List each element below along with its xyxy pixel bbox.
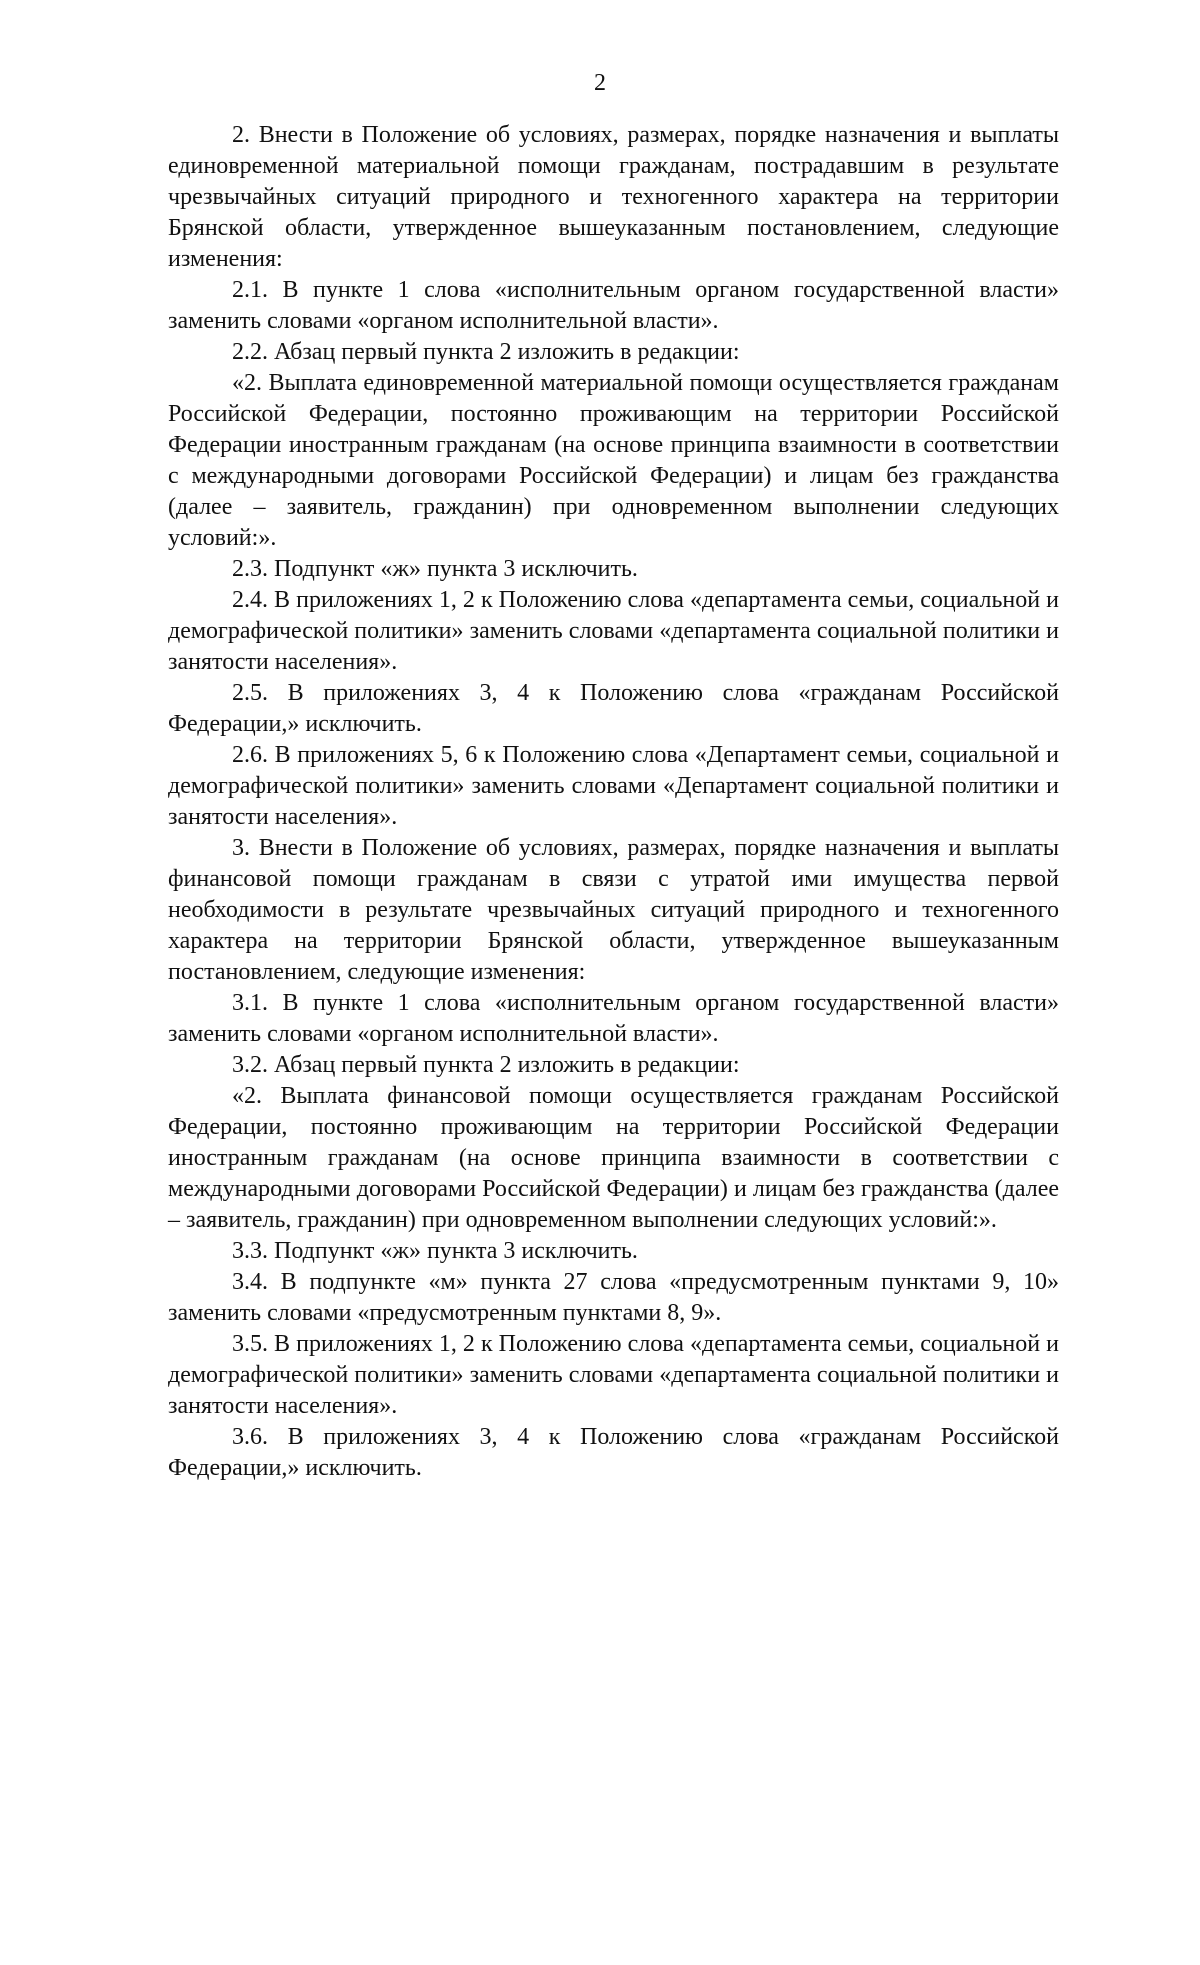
paragraph-3-6: 3.6. В приложениях 3, 4 к Положению слова «гражданам Российской Федерации,» исключить. — [168, 1424, 1059, 1481]
paragraph-3-2: 3.2. Абзац первый пункта 2 изложить в редакции: — [232, 1052, 740, 1078]
paragraph-2-4: 2.4. В приложениях 1, 2 к Положению слова «департамента семьи, социальной и демографической политики» заменить словами «департамента социальной политики и занятости населения». — [168, 587, 1059, 675]
page-number: 2 — [594, 70, 606, 96]
paragraph-2-6: 2.6. В приложениях 5, 6 к Положению слова «Департамент семьи, социальной и демографической политики» заменить словами «Департамент социальной политики и занятости населения». — [168, 742, 1059, 830]
paragraph-2: 2. Внести в Положение об условиях, размерах, порядке назначения и выплаты единовременной материальной помощи гражданам, пострадавшим в результате чрезвычайных ситуаций природного и техногенного характера на территории Брянской области, утвержденное вышеуказанным постановлением, следующие изменения: — [168, 122, 1059, 272]
paragraph-2-3: 2.3. Подпункт «ж» пункта 3 исключить. — [232, 556, 638, 582]
paragraph-3-2-quote: «2. Выплата финансовой помощи осуществляется гражданам Российской Федерации, постоянно проживающим на территории Российской Федерации иностранным гражданам (на основе принципа взаимности в соответствии с международными договорами Российской Федерации) и лицам без гражданства (далее – заявитель, гражданин) при одновременном выполнении следующих условий:». — [168, 1083, 1059, 1233]
paragraph-2-2-quote: «2. Выплата единовременной материальной помощи осуществляется гражданам Российской Федерации, постоянно проживающим на территории Российской Федерации иностранным гражданам (на основе принципа взаимности в соответствии с международными договорами Российской Федерации) и лицам без гражданства (далее – заявитель, гражданин) при одновременном выполнении следующих условий:». — [168, 370, 1059, 551]
paragraph-3-1: 3.1. В пункте 1 слова «исполнительным органом государственной власти» заменить словами «органом исполнительной власти». — [168, 990, 1059, 1047]
paragraph-3: 3. Внести в Положение об условиях, размерах, порядке назначения и выплаты финансовой помощи гражданам в связи с утратой ими имущества первой необходимости в результате чрезвычайных ситуаций природного и техногенного характера на территории Брянской области, утвержденное вышеуказанным постановлением, следующие изменения: — [168, 835, 1059, 985]
paragraph-2-1: 2.1. В пункте 1 слова «исполнительным органом государственной власти» заменить словами «органом исполнительной власти». — [168, 277, 1059, 334]
paragraph-3-3: 3.3. Подпункт «ж» пункта 3 исключить. — [232, 1238, 638, 1264]
document-body — [168, 120, 1059, 1484]
paragraph-3-5: 3.5. В приложениях 1, 2 к Положению слова «департамента семьи, социальной и демографической политики» заменить словами «департамента социальной политики и занятости населения». — [168, 1331, 1059, 1419]
paragraph-3-4: 3.4. В подпункте «м» пункта 27 слова «предусмотренным пунктами 9, 10» заменить словами «предусмотренным пунктами 8, 9». — [168, 1269, 1059, 1326]
paragraph-2-5: 2.5. В приложениях 3, 4 к Положению слова «гражданам Российской Федерации,» исключить. — [168, 680, 1059, 737]
paragraph-2-2: 2.2. Абзац первый пункта 2 изложить в редакции: — [232, 339, 740, 365]
